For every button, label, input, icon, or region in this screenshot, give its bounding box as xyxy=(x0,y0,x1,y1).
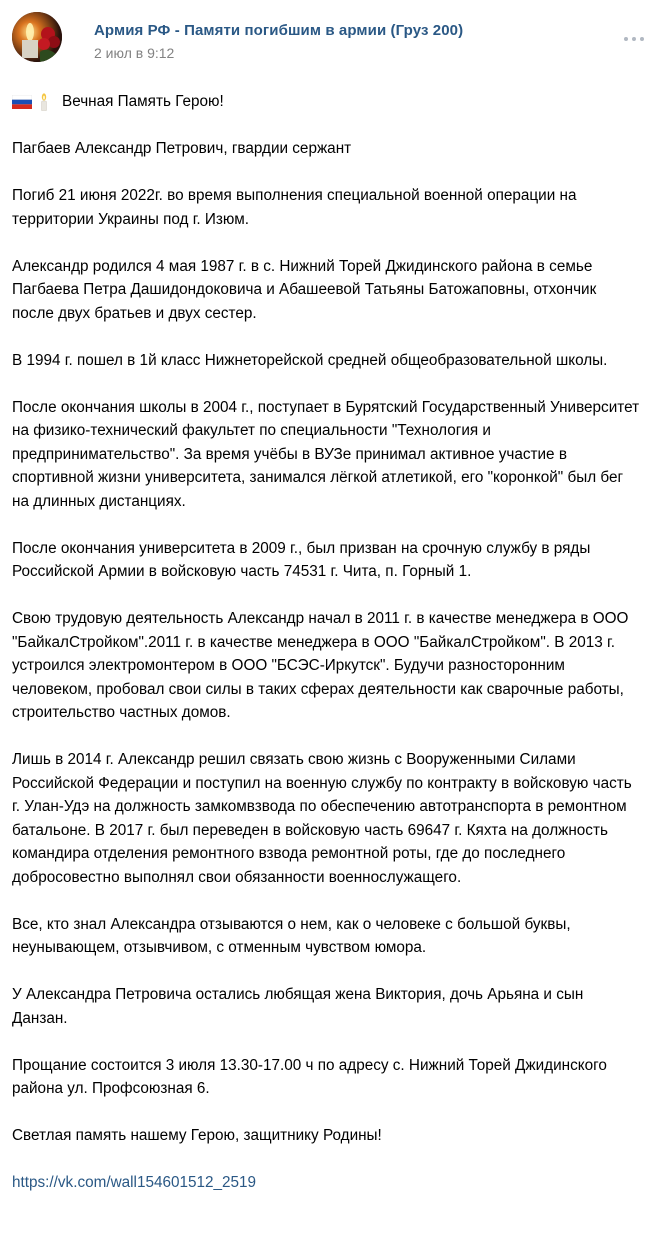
post-author-link[interactable]: Армия РФ - Памяти погибшим в армии (Груз 200) xyxy=(94,22,464,39)
dot-icon xyxy=(632,37,636,41)
candle-icon xyxy=(38,93,50,111)
post-paragraph xyxy=(12,90,642,114)
dot-icon xyxy=(624,37,628,41)
post-link[interactable]: https://vk.com/wall154601512_2519 xyxy=(12,1174,257,1191)
post-paragraph: Александр родился 4 мая 1987 г. в с. Нижний Торей Джидинского района в семье Пагбаева Петра Дашидондоковича и Абашеевой Татьяны Батожаповны, отхончик после двух братьев и двух сестер. xyxy=(12,257,597,322)
post-paragraph-text: Вечная Память Герою! xyxy=(62,93,224,110)
post-paragraph: Пагбаев Александр Петрович, гвардии сержант xyxy=(12,140,352,157)
memorial-candle-flowers-avatar xyxy=(12,12,62,62)
post-paragraph: Лишь в 2014 г. Александр решил связать свою жизнь с Вооруженными Силами Российской Федерации и поступил на военную службу по контракту в войсковую часть г. Улан-Удэ на должность замкомвзвода по обеспечению автотранспорта в ремонтном батальоне. В 2017 г. был переведен в войсковую часть 69647 г. Кяхта на должность командира отделения ремонтного взвода ремонтной роты, где до последнего добросовестно выполнял свои обязанности военнослужащего. xyxy=(12,751,632,886)
post-paragraph: У Александра Петровича остались любящая жена Виктория, дочь Арьяна и сын Данзан. xyxy=(12,986,584,1027)
post-paragraph: Погиб 21 июня 2022г. во время выполнения специальной военной операции на территории Украины под г. Изюм. xyxy=(12,187,577,228)
russia-flag-icon xyxy=(12,95,32,109)
post-paragraph: Свою трудовую деятельность Александр начал в 2011 г. в качестве менеджера в ООО "БайкалСтройком".2011 г. в качестве менеджера в ООО "БайкалСтройком". В 2013 г. устроился электромонтером в ООО "БСЭС-Иркутск". Будучи разносторонним человеком, пробовал свои силы в таких сферах деятельности как сварочные работы, строительство частных домов. xyxy=(12,610,629,721)
avatar[interactable] xyxy=(12,12,62,62)
post-header xyxy=(12,12,652,62)
post-text xyxy=(12,90,642,1218)
dot-icon xyxy=(640,37,644,41)
post-link-paragraph xyxy=(12,1171,642,1195)
post-paragraph: После окончания школы в 2004 г., поступает в Бурятский Государственный Университет на физико-технический факультет по специальности "Технология и предпринимательство". За время учёбы в ВУЗе принимал активное участие в спортивной жизни университета, занимался лёгкой атлетикой, его "коронкой" был бег на длинных дистанциях. xyxy=(12,398,640,510)
post-timestamp[interactable]: 2 июл в 9:12 xyxy=(94,45,175,61)
post-paragraph: В 1994 г. пошел в 1й класс Нижнеторейской средней общеобразовательной школы. xyxy=(12,351,608,369)
post-paragraph: Светлая память нашему Герою, защитнику Родины! xyxy=(12,1127,382,1144)
post-paragraph: Прощание состоится 3 июля 13.30-17.00 ч по адресу с. Нижний Торей Джидинского района ул. Профсоюзная 6. xyxy=(12,1056,607,1097)
post-paragraph: Все, кто знал Александра отзываются о нем, как о человеке с большой буквы, неунывающем, отзывчивом, с отменным чувством юмора. xyxy=(12,915,571,956)
more-options-icon[interactable] xyxy=(624,36,644,42)
post-paragraph: После окончания университета в 2009 г., был призван на срочную службу в ряды Российской Армии в войсковую часть 74531 г. Чита, п. Горный 1. xyxy=(12,539,591,580)
